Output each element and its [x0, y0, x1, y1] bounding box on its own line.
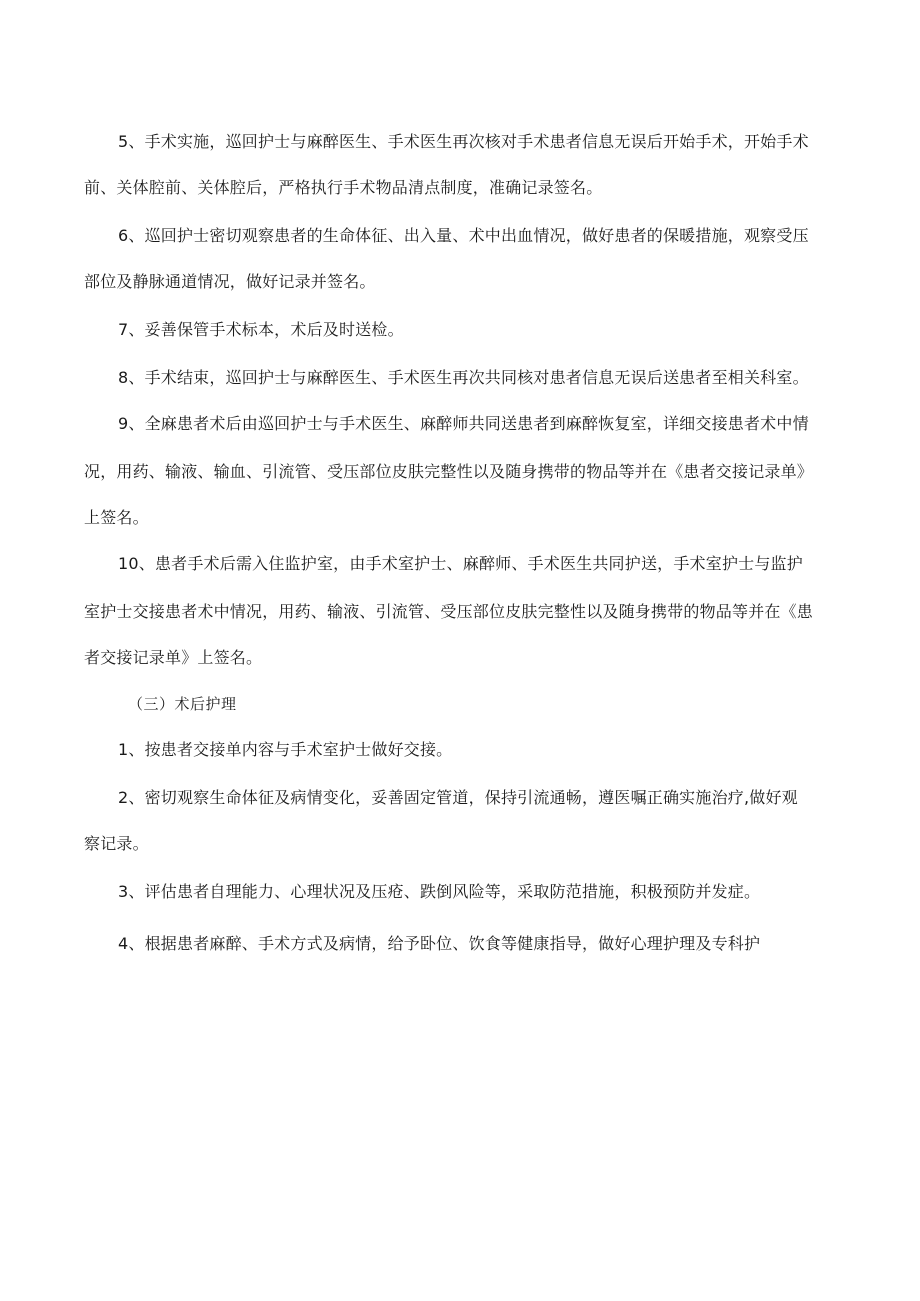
paragraph-8-line-1: 8、手术结束，巡回护士与麻醉医生、手术医生再次共同核对患者信息无误后送患者至相关科室。	[118, 368, 809, 387]
post-op-item-3-line-1: 3、评估患者自理能力、心理状况及压疮、跌倒风险等，采取防范措施，积极预防并发症。	[118, 882, 761, 901]
paragraph-10-line-2: 室护士交接患者术中情况，用药、输液、引流管、受压部位皮肤完整性以及随身携带的物品等并在《患	[84, 602, 814, 621]
post-op-item-4-line-1: 4、根据患者麻醉、手术方式及病情，给予卧位、饮食等健康指导，做好心理护理及专科护	[118, 934, 761, 953]
paragraph-7-line-1: 7、妥善保管手术标本，术后及时送检。	[118, 320, 404, 339]
paragraph-9-line-2: 况，用药、输液、输血、引流管、受压部位皮肤完整性以及随身携带的物品等并在《患者交接记录单》	[84, 462, 814, 481]
section-heading-post-op-care: （三）术后护理	[128, 695, 237, 713]
paragraph-5-line-2: 前、关体腔前、关体腔后，严格执行手术物品清点制度，准确记录签名。	[84, 178, 603, 197]
post-op-item-2-line-2: 察记录。	[84, 834, 149, 853]
paragraph-6-line-2: 部位及静脉通道情况，做好记录并签名。	[84, 272, 376, 291]
paragraph-9-line-3: 上签名。	[84, 508, 149, 527]
paragraph-10-line-1: 10、患者手术后需入住监护室，由手术室护士、麻醉师、手术医生共同护送，手术室护士与监护	[118, 554, 803, 573]
paragraph-6-line-1: 6、巡回护士密切观察患者的生命体征、出入量、术中出血情况，做好患者的保暖措施，观察受压	[118, 226, 809, 245]
paragraph-10-line-3: 者交接记录单》上签名。	[84, 648, 263, 667]
post-op-item-2-line-1: 2、密切观察生命体征及病情变化，妥善固定管道，保持引流通畅，遵医嘱正确实施治疗,做好观	[118, 788, 798, 807]
paragraph-9-line-1: 9、全麻患者术后由巡回护士与手术医生、麻醉师共同送患者到麻醉恢复室，详细交接患者术中情	[118, 414, 809, 433]
paragraph-5-line-1: 5、手术实施，巡回护士与麻醉医生、手术医生再次核对手术患者信息无误后开始手术，开始手术	[118, 132, 809, 151]
post-op-item-1-line-1: 1、按患者交接单内容与手术室护士做好交接。	[118, 740, 453, 759]
